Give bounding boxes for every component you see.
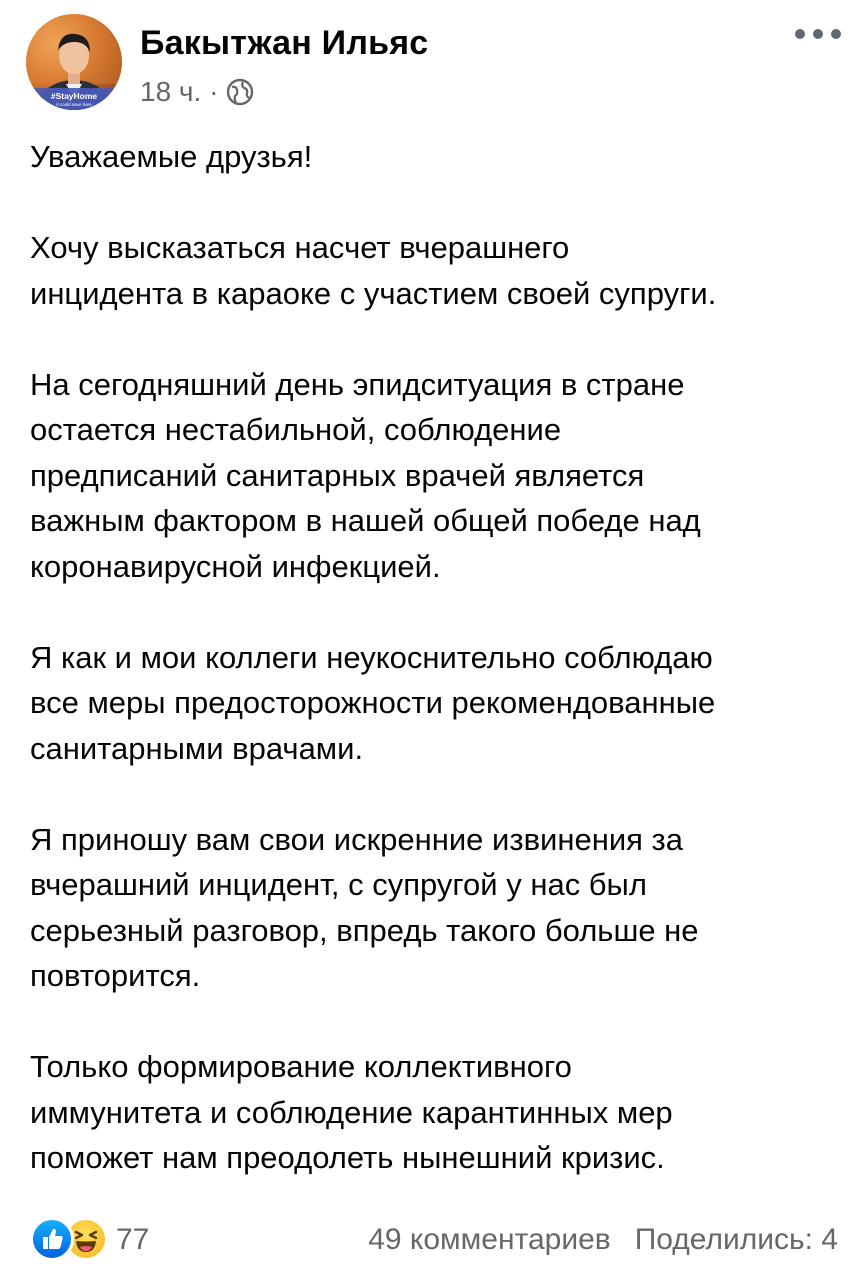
globe-icon bbox=[226, 78, 254, 106]
shares-count-link[interactable]: Поделились: 4 bbox=[634, 1223, 838, 1256]
more-options-icon[interactable] bbox=[795, 22, 841, 46]
post-paragraph: Уважаемые друзья! bbox=[30, 139, 313, 174]
avatar[interactable] bbox=[26, 14, 122, 110]
reactions-summary[interactable] bbox=[30, 1217, 149, 1263]
post-paragraph: На сегодняшний день эпидситуация в стране остается нестабильной, соблюдение предписаний санитарных врачей является важным фактором в нашей общей победе над коронавирусной инфекцией. bbox=[30, 366, 701, 584]
post-paragraph: Только формирование коллективного иммунитета и соблюдение карантинных мер поможет нам преодолеть нынешний кризис. bbox=[30, 1049, 673, 1175]
post-paragraph: Я приношу вам свои искренние извинения за вчерашний инцидент, с супругой у нас был серьезный разговор, впредь такого больше не повторится. bbox=[30, 821, 699, 993]
like-reaction-icon bbox=[30, 1217, 74, 1261]
dot bbox=[813, 29, 823, 39]
post-time[interactable]: 18 ч. · bbox=[140, 76, 219, 107]
dot bbox=[831, 29, 841, 39]
post-stats bbox=[368, 1223, 838, 1257]
reaction-icons bbox=[30, 1217, 110, 1263]
post-paragraph: Хочу высказаться насчет вчерашнего инцидента в караоке с участием своей супруги. bbox=[30, 230, 717, 311]
reaction-count: 77 bbox=[116, 1223, 150, 1256]
post-footer bbox=[30, 1215, 838, 1265]
post-paragraph: Я как и мои коллеги неукоснительно соблюдаю все меры предосторожности рекомендованные санитарными врачами. bbox=[30, 639, 716, 766]
avatar-badge-text: #StayHome bbox=[50, 91, 98, 101]
avatar-badge-subtext: it could save lives bbox=[56, 102, 92, 107]
comments-count-link[interactable]: 49 комментариев bbox=[368, 1223, 611, 1256]
dot bbox=[795, 29, 805, 39]
post-header bbox=[26, 14, 841, 110]
author-name[interactable]: Бакытжан Ильяс bbox=[140, 24, 429, 62]
post-text bbox=[30, 134, 850, 1226]
post-meta bbox=[140, 76, 254, 108]
